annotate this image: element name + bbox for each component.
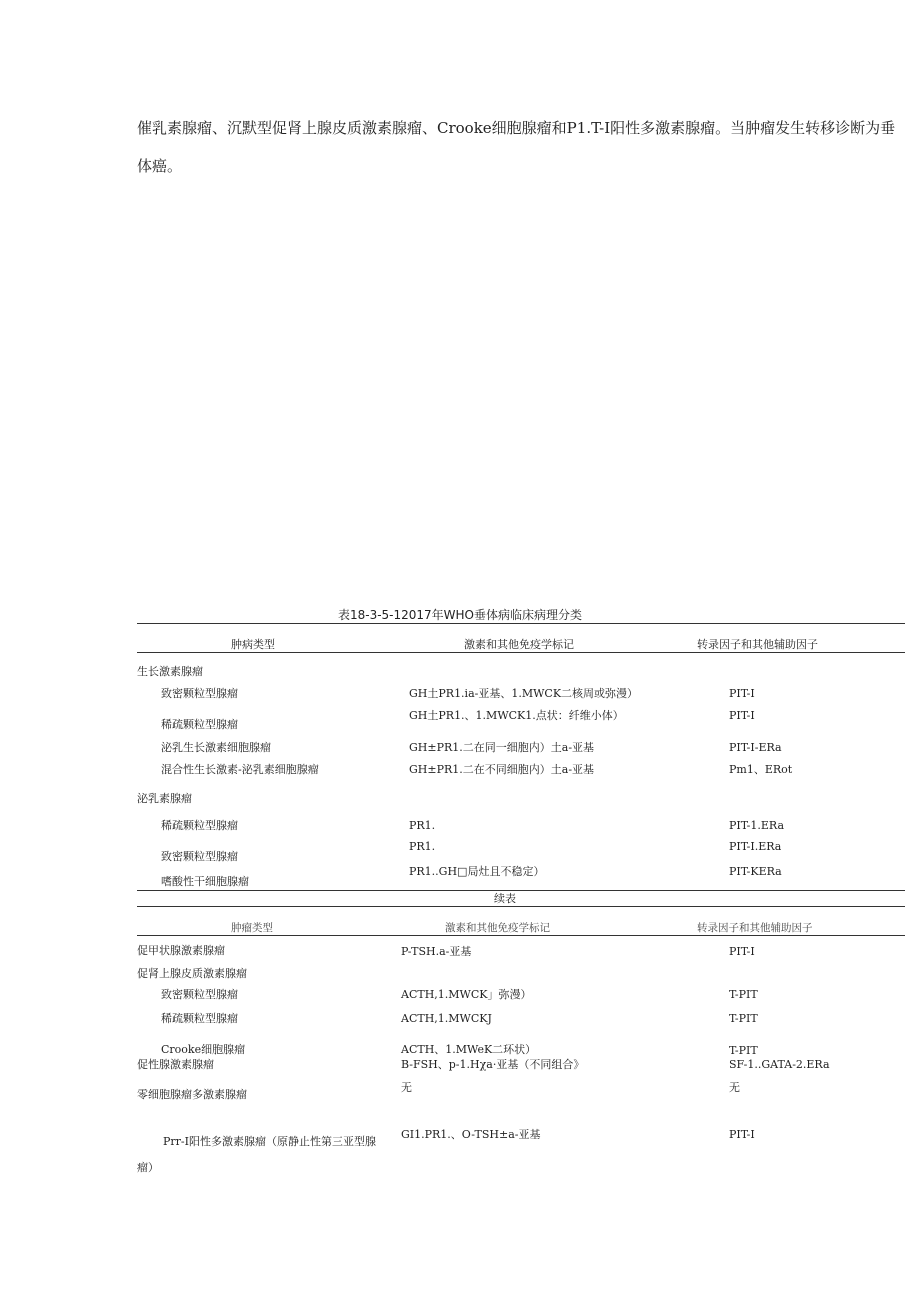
table-row-markers: P-TSH.a-亚基 [401, 945, 472, 958]
table-row-factors: PIT-I [729, 1128, 755, 1141]
table-row-markers: GH土PR1.、1.MWCK1.点状：纤维小体） [409, 709, 624, 722]
table-row-type: 促性腺激素腺瘤 [137, 1058, 214, 1071]
table-row-factors: PIT-I [729, 709, 755, 722]
table-header-rule [137, 652, 905, 653]
table-row-type: 致密颗粒型腺瘤 [161, 988, 238, 1001]
table-row-markers: GH土PR1.ia-亚基、1.MWCK二核周或弥漫） [409, 687, 639, 700]
table-row-type: 致密颗粒型腺瘤 [161, 850, 238, 863]
table-row-markers: GI1.PR1.、O-TSH±a-亚基 [401, 1128, 541, 1141]
table-row-factors: PIT-I [729, 687, 755, 700]
table-row-markers: ACTH,1.MWCK」弥漫） [401, 988, 532, 1001]
continued-top-rule [137, 890, 905, 891]
table-row-type: 嗜酸性干细胞腺瘤 [161, 875, 249, 888]
table-row-factors: PIT-I [729, 945, 755, 958]
continued-header-factors: 转录因子和其他辅助因子 [697, 922, 813, 934]
continued-header-markers: 激素和其他免疫学标记 [445, 922, 550, 934]
table-top-rule [137, 623, 905, 624]
table-row-type: Prr-I阳性多激素腺瘤（原静止性第三亚型腺瘤） [137, 1135, 376, 1174]
table-row-markers: GH±PR1.二在同一细胞内）土a-亚基 [409, 741, 595, 754]
continued-label-rule [137, 906, 905, 907]
table-row-type: 稀疏颗粒型腺瘤 [161, 819, 238, 832]
table-group-label: 促肾上腺皮质激素腺瘤 [137, 967, 247, 980]
column-header-type: 肿病类型 [231, 638, 275, 651]
continued-header-type: 肿瘤类型 [231, 922, 273, 934]
table-row-type: 致密颗粒型腺瘤 [161, 687, 238, 700]
table-row-type: 稀疏颗粒型腺瘤 [161, 718, 238, 731]
table-row-type: 泌乳生长激素细胞腺瘤 [161, 741, 271, 754]
table-row-type: 混合性生长激素-泌乳素细胞腺瘤 [161, 763, 319, 776]
table-row-type: 稀疏颗粒型腺瘤 [161, 1012, 238, 1025]
continued-label: 续表 [494, 892, 516, 905]
table-row-factors: T-PIT [729, 988, 758, 1001]
table-row-markers: ACTH,1.MWCKJ [401, 1012, 492, 1025]
table-row-markers: 无 [401, 1081, 412, 1094]
table-row-type: Crooke细胞腺瘤 [161, 1043, 246, 1056]
table-row-markers: PR1. [409, 819, 436, 832]
table-row-markers: PR1. [409, 840, 436, 853]
table-group-label: 生长激素腺瘤 [137, 665, 203, 678]
table-row-type: 零细胞腺瘤多激素腺瘤 [137, 1088, 247, 1101]
column-header-markers: 激素和其他免疫学标记 [464, 638, 574, 651]
table-row-factors: T-PIT [729, 1044, 758, 1057]
table-row-markers: ACTH、1.MWeK二环状） [401, 1043, 537, 1056]
table-group-label: 泌乳素腺瘤 [137, 792, 192, 805]
table-row-factors: PIT-1.ERa [729, 819, 784, 832]
table-row-markers: GH±PR1.二在不同细胞内）土a-亚基 [409, 763, 595, 776]
continued-header-rule [137, 935, 905, 936]
table-row-factors: 无 [729, 1081, 740, 1094]
table-row-markers: PR1..GH□局灶且不稳定） [409, 865, 545, 878]
table-row-factors: SF-1..GATA-2.ERa [729, 1058, 830, 1071]
table-row-type: 促甲状腺激素腺瘤 [137, 944, 225, 957]
table-row-factors: PIT-I-ERa [729, 741, 782, 754]
table-row-factors: PIT-I.ERa [729, 840, 782, 853]
table-caption: 表18-3-5-12017年WHO垂体病临床病理分类 [337, 608, 583, 622]
table-row-factors: Pm1、ERot [729, 763, 793, 776]
table-row-factors: T-PIT [729, 1012, 758, 1025]
column-header-factors: 转录因子和其他辅助因子 [697, 638, 818, 651]
table-row-markers: B-FSH、p-1.Hχa·亚基（不同组合》 [401, 1058, 585, 1071]
body-paragraph: 催乳素腺瘤、沉默型促肾上腺皮质激素腺瘤、Crooke细胞腺瘤和P1.T-I阳性多激素腺瘤。当肿瘤发生转移诊断为垂体癌。 [137, 119, 896, 175]
table-row-factors: PIT-KERa [729, 865, 782, 878]
